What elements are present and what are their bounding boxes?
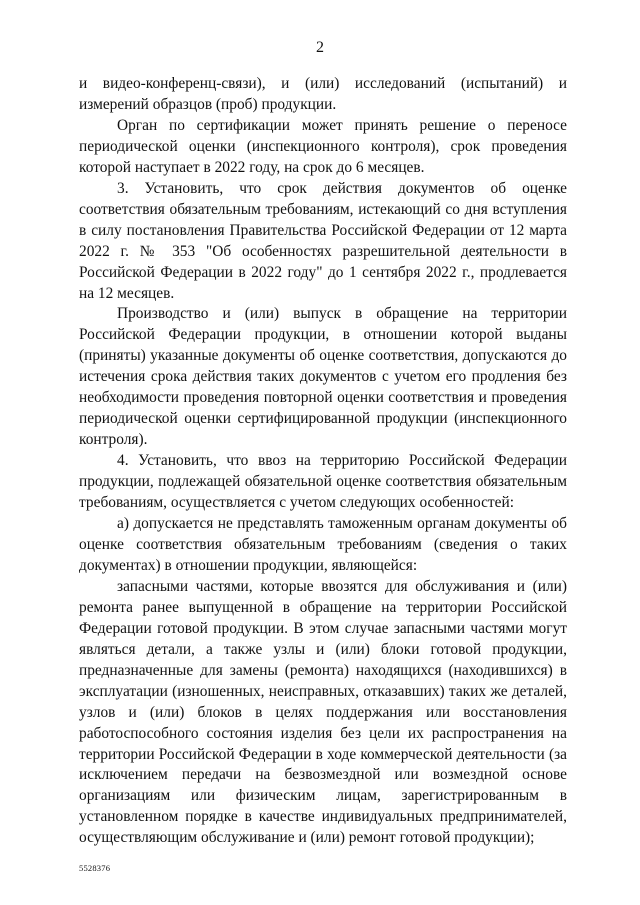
document-body	[79, 74, 567, 849]
paragraph-clause-4: 4. Установить, что ввоз на территорию Российской Федерации продукции, подлежащей обязательной оценке соответствия обязательным требованиям, осуществляется с учетом следующих особенностей:	[79, 452, 567, 512]
paragraph-subclause-a: а) допускается не представлять таможенным органам документы об оценке соответствия обязательным требованиям (сведения о таких документах) в отношении продукции, являющейся:	[79, 515, 567, 574]
page-number: 2	[316, 39, 324, 56]
paragraph-clause-3: 3. Установить, что срок действия документов об оценке соответствия обязательным требованиям, истекающий со дня вступления в силу постановления Правительства Российской Федерации от 12 марта 2022 г. № 353 "Об особенностях разрешительной деятельности в Российской Федерации в 2022 году" до 1 сентября 2022 г., продлевается на 12 месяцев.	[79, 179, 567, 302]
paragraph-production-release: Производство и (или) выпуск в обращение на территории Российской Федерации продукции, в отношении которой выданы (приняты) указанные документы об оценке соответствия, допускаются до истечения срока действия таких документов с учетом его продления без необходимости проведения повторной оценки соответствия и проведения периодической оценки сертифицированной продукции (инспекционного контроля).	[79, 305, 567, 449]
paragraph-continuation: и видео-конференц-связи), и (или) исследований (испытаний) и измерений образцов (проб) продукции.	[79, 75, 567, 113]
paragraph-spare-parts: запасными частями, которые ввозятся для обслуживания и (или) ремонта ранее выпущенной в обращение на территории Российской Федерации готовой продукции. В этом случае запасными частями могут являться детали, а также узлы и (или) блоки готовой продукции, предназначенные для замены (ремонта) находящихся (находившихся) в эксплуатации (изношенных, неисправных, отказавших) таких же деталей, узлов и (или) блоков в целях поддержания или восстановления работоспособного состояния изделия без цели их распространения на территории Российской Федерации в ходе коммерческой деятельности (за исключением передачи на безвозмездной или возмездной основе организациям или физическим лицам, зарегистрированным в установленном порядке в качестве индивидуальных предпринимателей, осуществляющим обслуживание и (или) ремонт готовой продукции);	[79, 577, 567, 847]
document-code: 5528376	[79, 863, 111, 873]
paragraph-certification-body: Орган по сертификации может принять решение о переносе периодической оценки (инспекционного контроля), срок проведения которой наступает в 2022 году, на срок до 6 месяцев.	[79, 116, 567, 176]
